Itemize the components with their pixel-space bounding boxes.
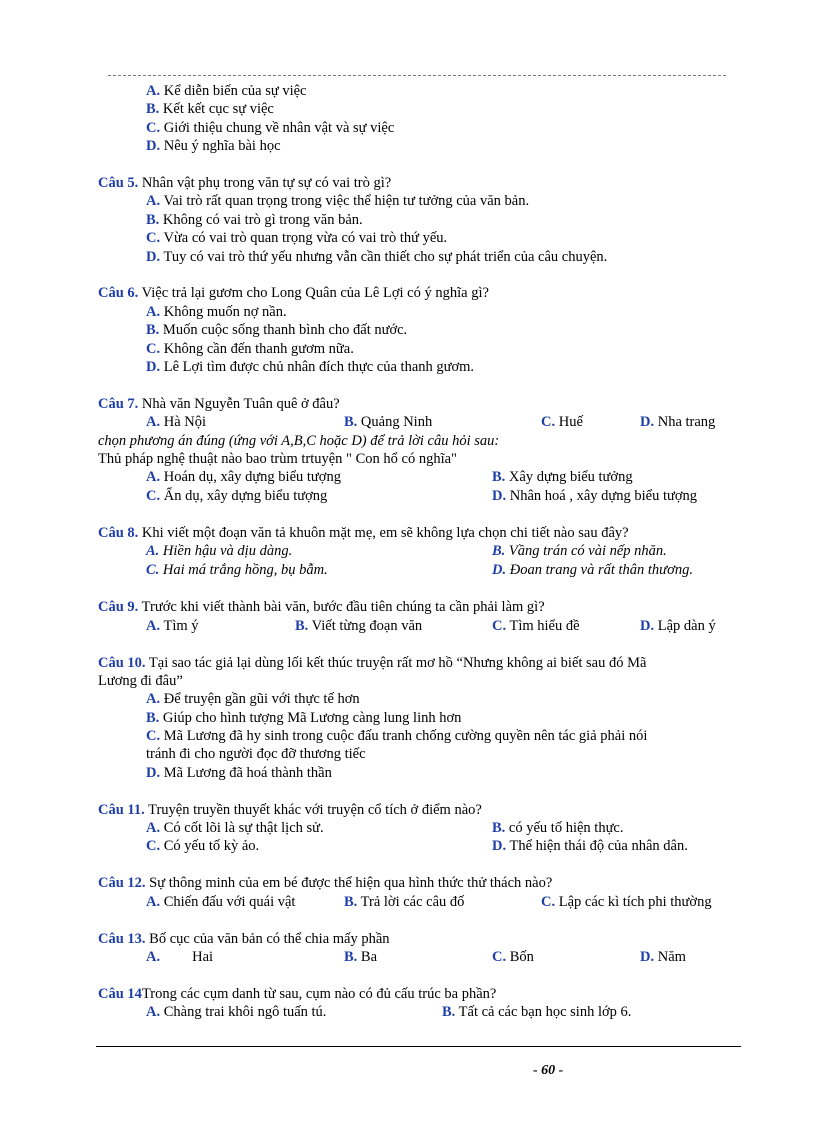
question-extra: Thủ pháp nghệ thuật nào bao trùm trtuyện " Con hổ có nghĩa" — [98, 451, 457, 467]
q5-option-a: A. Vai trò rất quan trọng trong việc thể hiện tư tưởng của văn bản. — [146, 193, 530, 209]
q10-option-a: A. Để truyện gần gũi với thực tế hơn — [146, 691, 360, 707]
question-11: Câu 11. Truyện truyền thuyết khác với truyện cổ tích ở điểm nào? — [98, 802, 482, 818]
option-b: B. Kết kết cục sự việc — [146, 101, 274, 117]
q6-option-c: C. Không cần đến thanh gươm nữa. — [146, 341, 354, 357]
question-8: Câu 8. Khi viết một đoạn văn tả khuôn mặt mẹ, em sẽ không lựa chọn chi tiết nào sau đây? — [98, 525, 629, 541]
option-c: C. Giới thiệu chung về nhân vật và sự việc — [146, 120, 395, 136]
q12-option-a: A. Chiến đấu với quái vật — [146, 894, 296, 910]
q10-option-c: C. Mã Lương đã hy sinh trong cuộc đấu tranh chống cường quyền nên tác giả phải nói — [146, 728, 648, 744]
q12-option-b: B. Trả lời các câu đố — [344, 894, 465, 910]
q8-option-b: B. Vầng trán có vài nếp nhăn. — [492, 543, 667, 559]
q9-option-a: A. Tìm ý — [146, 618, 199, 634]
question-9: Câu 9. Trước khi viết thành bài văn, bước đầu tiên chúng ta cần phải làm gì? — [98, 599, 545, 615]
q5-option-b: B. Không có vai trò gì trong văn bản. — [146, 212, 363, 228]
q9-option-d: D. Lập dàn ý — [640, 618, 716, 634]
q6-option-b: B. Muốn cuộc sống thanh bình cho đất nước. — [146, 322, 408, 338]
q13-option-c: C. Bốn — [492, 949, 534, 965]
q11-option-a: A. Có cốt lõi là sự thật lịch sử. — [146, 820, 324, 836]
q8-option-d: D. Đoan trang và rất thân thương. — [492, 562, 693, 578]
q12-option-c: C. Lập các kì tích phi thường — [541, 894, 712, 910]
q6-option-d: D. Lê Lợi tìm được chủ nhân đích thực của thanh gươm. — [146, 359, 475, 375]
q10-option-c-cont: tránh đi cho người đọc đỡ thương tiếc — [146, 746, 366, 762]
q7-option-c: C. Huế — [541, 414, 583, 430]
option-a: A. Kể diễn biến của sự việc — [146, 83, 307, 99]
question-14: Câu 14Trong các cụm danh từ sau, cụm nào có đủ cấu trúc ba phần? — [98, 986, 497, 1002]
q13-option-d: D. Năm — [640, 949, 686, 965]
bottom-divider — [96, 1046, 741, 1047]
question-5: Câu 5. Nhân vật phụ trong văn tự sự có vai trò gì? — [98, 175, 392, 191]
q8-option-c: C. Hai má trắng hồng, bụ bẫm. — [146, 562, 328, 578]
page-number: - 60 - — [533, 1063, 564, 1078]
question-7: Câu 7. Nhà văn Nguyễn Tuân quê ở đâu? — [98, 396, 340, 412]
qx-option-c: C. Ẩn dụ, xây dựng biểu tượng — [146, 488, 328, 504]
q10-option-d: D. Mã Lương đã hoá thành thần — [146, 765, 332, 781]
q14-option-a: A. Chàng trai khôi ngô tuấn tú. — [146, 1004, 327, 1020]
qx-option-d: D. Nhân hoá , xây dựng biểu tượng — [492, 488, 698, 504]
qx-option-a: A. Hoán dụ, xây dựng biểu tượng — [146, 469, 341, 485]
question-6: Câu 6. Việc trả lại gươm cho Long Quân của Lê Lợi có ý nghĩa gì? — [98, 285, 489, 301]
option-d: D. Nêu ý nghĩa bài học — [146, 138, 281, 154]
top-divider — [108, 75, 726, 76]
q10-option-b: B. Giúp cho hình tượng Mã Lương càng lung linh hơn — [146, 710, 462, 726]
q5-option-d: D. Tuy có vai trò thứ yếu nhưng vẫn cần thiết cho sự phát triển của câu chuyện. — [146, 249, 608, 265]
q7-option-b: B. Quảng Ninh — [344, 414, 433, 430]
q8-option-a: A. Hiền hậu và dịu dàng. — [146, 543, 293, 559]
q11-option-b: B. có yếu tố hiện thực. — [492, 820, 624, 836]
qx-option-b: B. Xây dựng biểu tưởng — [492, 469, 633, 485]
q7-option-a: A. Hà Nội — [146, 414, 207, 430]
question-13: Câu 13. Bố cục của văn bản có thể chia mấy phần — [98, 931, 390, 947]
question-12: Câu 12. Sự thông minh của em bé được thể hiện qua hình thức thử thách nào? — [98, 875, 553, 891]
question-10-cont: Lương đi đâu” — [98, 673, 183, 689]
q14-option-b: B. Tất cả các bạn học sinh lớp 6. — [442, 1004, 632, 1020]
q11-option-c: C. Có yếu tố kỳ ảo. — [146, 838, 260, 854]
instruction-text: chọn phương án đúng (ứng với A,B,C hoặc D) để trả lời câu hỏi sau: — [98, 433, 500, 449]
q13-option-b: B. Ba — [344, 949, 378, 965]
q9-option-c: C. Tìm hiểu đề — [492, 618, 580, 634]
q7-option-d: D. Nha trang — [640, 414, 716, 430]
q13-option-a: A. Hai — [146, 949, 214, 965]
q9-option-b: B. Viết từng đoạn văn — [295, 618, 423, 634]
question-10: Câu 10. Tại sao tác giả lại dùng lối kết thúc truyện rất mơ hồ “Nhưng không ai biết sau đó Mã — [98, 655, 647, 671]
q11-option-d: D. Thể hiện thái độ của nhân dân. — [492, 838, 688, 854]
q6-option-a: A. Không muốn nợ nần. — [146, 304, 287, 320]
q5-option-c: C. Vừa có vai trò quan trọng vừa có vai trò thứ yếu. — [146, 230, 448, 246]
